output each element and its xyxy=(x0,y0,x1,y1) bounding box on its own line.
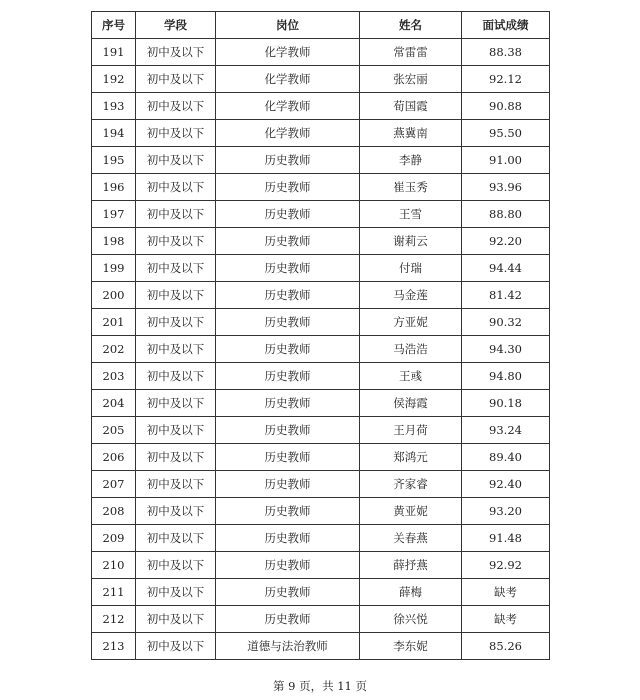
cell-score: 93.24 xyxy=(462,417,550,444)
cell-no: 196 xyxy=(92,174,136,201)
cell-stage: 初中及以下 xyxy=(136,336,216,363)
cell-name: 方亚妮 xyxy=(360,309,462,336)
cell-score: 92.12 xyxy=(462,66,550,93)
cell-name: 黄亚妮 xyxy=(360,498,462,525)
cell-no: 202 xyxy=(92,336,136,363)
cell-name: 谢莉云 xyxy=(360,228,462,255)
cell-name: 徐兴悦 xyxy=(360,606,462,633)
cell-post: 历史教师 xyxy=(216,471,360,498)
cell-post: 历史教师 xyxy=(216,228,360,255)
cell-name: 薛梅 xyxy=(360,579,462,606)
cell-stage: 初中及以下 xyxy=(136,174,216,201)
cell-stage: 初中及以下 xyxy=(136,552,216,579)
cell-post: 历史教师 xyxy=(216,417,360,444)
cell-post: 历史教师 xyxy=(216,255,360,282)
cell-name: 李东妮 xyxy=(360,633,462,660)
cell-no: 208 xyxy=(92,498,136,525)
cell-post: 历史教师 xyxy=(216,363,360,390)
table-row xyxy=(92,579,550,606)
cell-score: 89.40 xyxy=(462,444,550,471)
table-row xyxy=(92,93,550,120)
header-post: 岗位 xyxy=(216,12,360,39)
table-row xyxy=(92,633,550,660)
cell-post: 历史教师 xyxy=(216,525,360,552)
cell-no: 200 xyxy=(92,282,136,309)
cell-no: 206 xyxy=(92,444,136,471)
results-table xyxy=(91,11,550,660)
cell-post: 历史教师 xyxy=(216,390,360,417)
cell-name: 常雷雷 xyxy=(360,39,462,66)
table-row xyxy=(92,525,550,552)
cell-stage: 初中及以下 xyxy=(136,525,216,552)
table-row xyxy=(92,201,550,228)
cell-score: 85.26 xyxy=(462,633,550,660)
cell-no: 205 xyxy=(92,417,136,444)
table-row xyxy=(92,66,550,93)
cell-no: 198 xyxy=(92,228,136,255)
header-name: 姓名 xyxy=(360,12,462,39)
cell-score: 91.48 xyxy=(462,525,550,552)
cell-score: 93.20 xyxy=(462,498,550,525)
cell-post: 化学教师 xyxy=(216,39,360,66)
table-row xyxy=(92,228,550,255)
cell-name: 薛抒燕 xyxy=(360,552,462,579)
table-row xyxy=(92,309,550,336)
header-stage: 学段 xyxy=(136,12,216,39)
table-row xyxy=(92,606,550,633)
table-row xyxy=(92,174,550,201)
cell-name: 马金莲 xyxy=(360,282,462,309)
page-number: 第 9 页，共 11 页 xyxy=(272,679,368,693)
table-row xyxy=(92,417,550,444)
cell-stage: 初中及以下 xyxy=(136,39,216,66)
cell-post: 历史教师 xyxy=(216,282,360,309)
cell-name: 马浩浩 xyxy=(360,336,462,363)
cell-post: 历史教师 xyxy=(216,336,360,363)
cell-stage: 初中及以下 xyxy=(136,228,216,255)
cell-post: 化学教师 xyxy=(216,120,360,147)
cell-post: 历史教师 xyxy=(216,579,360,606)
cell-stage: 初中及以下 xyxy=(136,633,216,660)
cell-post: 历史教师 xyxy=(216,309,360,336)
cell-post: 历史教师 xyxy=(216,552,360,579)
cell-score: 缺考 xyxy=(462,579,550,606)
cell-no: 193 xyxy=(92,93,136,120)
cell-stage: 初中及以下 xyxy=(136,147,216,174)
cell-no: 212 xyxy=(92,606,136,633)
cell-no: 197 xyxy=(92,201,136,228)
cell-stage: 初中及以下 xyxy=(136,282,216,309)
cell-no: 199 xyxy=(92,255,136,282)
cell-stage: 初中及以下 xyxy=(136,498,216,525)
cell-stage: 初中及以下 xyxy=(136,120,216,147)
cell-no: 204 xyxy=(92,390,136,417)
cell-name: 齐家睿 xyxy=(360,471,462,498)
table-header xyxy=(92,12,550,39)
table-row xyxy=(92,255,550,282)
cell-stage: 初中及以下 xyxy=(136,255,216,282)
cell-stage: 初中及以下 xyxy=(136,444,216,471)
cell-post: 历史教师 xyxy=(216,201,360,228)
cell-post: 历史教师 xyxy=(216,498,360,525)
table-row xyxy=(92,147,550,174)
cell-stage: 初中及以下 xyxy=(136,309,216,336)
cell-score: 88.38 xyxy=(462,39,550,66)
cell-name: 王月荷 xyxy=(360,417,462,444)
cell-no: 191 xyxy=(92,39,136,66)
cell-stage: 初中及以下 xyxy=(136,579,216,606)
cell-name: 荀国霞 xyxy=(360,93,462,120)
cell-stage: 初中及以下 xyxy=(136,201,216,228)
table-row xyxy=(92,39,550,66)
cell-stage: 初中及以下 xyxy=(136,471,216,498)
cell-no: 213 xyxy=(92,633,136,660)
cell-post: 历史教师 xyxy=(216,444,360,471)
cell-post: 历史教师 xyxy=(216,147,360,174)
cell-score: 94.30 xyxy=(462,336,550,363)
cell-name: 王彧 xyxy=(360,363,462,390)
cell-post: 历史教师 xyxy=(216,606,360,633)
cell-no: 201 xyxy=(92,309,136,336)
cell-name: 关春燕 xyxy=(360,525,462,552)
cell-post: 历史教师 xyxy=(216,174,360,201)
cell-score: 90.18 xyxy=(462,390,550,417)
cell-no: 209 xyxy=(92,525,136,552)
cell-score: 91.00 xyxy=(462,147,550,174)
cell-stage: 初中及以下 xyxy=(136,66,216,93)
cell-score: 88.80 xyxy=(462,201,550,228)
cell-name: 侯海霞 xyxy=(360,390,462,417)
cell-score: 81.42 xyxy=(462,282,550,309)
cell-post: 化学教师 xyxy=(216,66,360,93)
cell-score: 94.44 xyxy=(462,255,550,282)
table-row xyxy=(92,390,550,417)
cell-no: 210 xyxy=(92,552,136,579)
cell-no: 194 xyxy=(92,120,136,147)
cell-name: 王雪 xyxy=(360,201,462,228)
cell-name: 崔玉秀 xyxy=(360,174,462,201)
cell-score: 92.20 xyxy=(462,228,550,255)
cell-score: 95.50 xyxy=(462,120,550,147)
cell-stage: 初中及以下 xyxy=(136,417,216,444)
cell-name: 付瑞 xyxy=(360,255,462,282)
table-row xyxy=(92,363,550,390)
cell-score: 缺考 xyxy=(462,606,550,633)
cell-name: 张宏丽 xyxy=(360,66,462,93)
cell-stage: 初中及以下 xyxy=(136,363,216,390)
cell-stage: 初中及以下 xyxy=(136,390,216,417)
table-row xyxy=(92,552,550,579)
table-row xyxy=(92,444,550,471)
header-row xyxy=(92,12,550,39)
table-row xyxy=(92,336,550,363)
cell-no: 207 xyxy=(92,471,136,498)
table-row xyxy=(92,498,550,525)
cell-name: 李静 xyxy=(360,147,462,174)
header-no: 序号 xyxy=(92,12,136,39)
cell-no: 192 xyxy=(92,66,136,93)
cell-score: 90.32 xyxy=(462,309,550,336)
cell-score: 93.96 xyxy=(462,174,550,201)
cell-no: 195 xyxy=(92,147,136,174)
cell-name: 郑鸿元 xyxy=(360,444,462,471)
cell-post: 道德与法治教师 xyxy=(216,633,360,660)
table-row xyxy=(92,282,550,309)
cell-stage: 初中及以下 xyxy=(136,606,216,633)
table-row xyxy=(92,120,550,147)
header-score: 面试成绩 xyxy=(462,12,550,39)
cell-score: 92.92 xyxy=(462,552,550,579)
cell-no: 203 xyxy=(92,363,136,390)
table-body xyxy=(92,39,550,660)
cell-score: 90.88 xyxy=(462,93,550,120)
cell-no: 211 xyxy=(92,579,136,606)
table-row xyxy=(92,471,550,498)
cell-name: 燕冀南 xyxy=(360,120,462,147)
cell-score: 94.80 xyxy=(462,363,550,390)
cell-post: 化学教师 xyxy=(216,93,360,120)
cell-score: 92.40 xyxy=(462,471,550,498)
cell-stage: 初中及以下 xyxy=(136,93,216,120)
